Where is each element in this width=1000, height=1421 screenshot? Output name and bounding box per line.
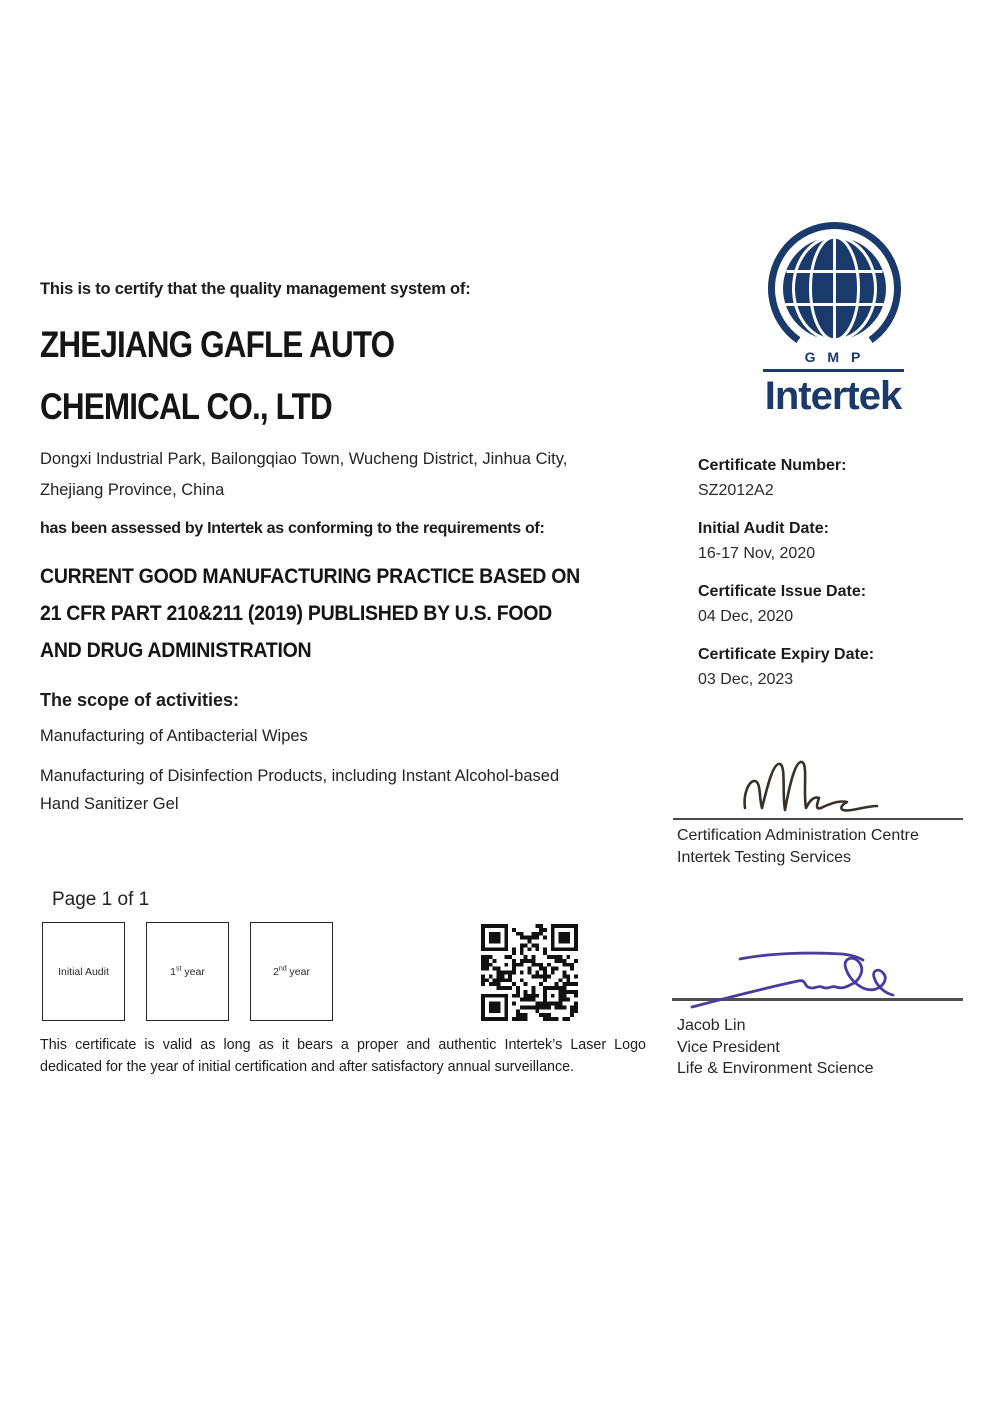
standard-statement — [40, 558, 580, 669]
year2-sup: nd — [278, 965, 287, 972]
gmp-label: G M P — [804, 349, 865, 365]
certificate-number-label: Certificate Number: — [698, 457, 847, 474]
standard-line1: CURRENT GOOD MANUFACTURING PRACTICE BASED ON — [40, 565, 580, 588]
year1-num: 1 — [170, 965, 177, 978]
issue-date-label: Certificate Issue Date: — [698, 583, 867, 600]
certificate-details — [698, 456, 968, 708]
logo-rule — [763, 369, 904, 372]
signatory-division: Life & Environment Science — [677, 1060, 874, 1077]
expiry-date-value: 03 Dec, 2023 — [698, 671, 794, 688]
signature-rule-1 — [673, 818, 963, 820]
company-name-line2: CHEMICAL CO., LTD — [40, 386, 332, 427]
issue-date-value: 04 Dec, 2020 — [698, 608, 794, 625]
disclaimer-line1: This certificate is valid as long as it bears a proper and authentic Intertek’s Laser Logo — [40, 1037, 646, 1053]
signature-1-caption-line2: Intertek Testing Services — [677, 848, 852, 866]
signature-admin-centre — [735, 744, 885, 820]
scope-item-1: Manufacturing of Antibacterial Wipes — [40, 727, 308, 745]
audit-box-year1-label — [170, 966, 205, 978]
audit-box-year2-label — [273, 966, 310, 978]
audit-box-initial — [42, 922, 125, 1021]
initial-audit-date-value: 16-17 Nov, 2020 — [698, 545, 816, 562]
year2-rest: year — [286, 965, 310, 978]
audit-box-initial-label: Initial Audit — [58, 965, 109, 978]
page-number-label: Page 1 of 1 — [52, 889, 150, 910]
year1-rest: year — [181, 965, 205, 978]
company-name-line1: ZHEJIANG GAFLE AUTO — [40, 324, 395, 365]
intertek-gmp-globe-logo — [761, 216, 907, 368]
audit-box-year2 — [250, 922, 333, 1021]
standard-line3: AND DRUG ADMINISTRATION — [40, 639, 312, 662]
signature-jacob-lin — [670, 945, 905, 1015]
expiry-date-label: Certificate Expiry Date: — [698, 646, 875, 663]
signatory-name: Jacob Lin — [677, 1017, 746, 1034]
year2-num: 2 — [273, 965, 279, 978]
disclaimer-line2: dedicated for the year of initial certification and after satisfactory annual surveillance. — [40, 1058, 575, 1075]
signatory-title: Vice President — [677, 1038, 780, 1056]
address-line2: Zhejiang Province, China — [40, 480, 225, 499]
signature-1-caption-line1: Certification Administration Centre — [677, 827, 919, 844]
standard-line2: 21 CFR PART 210&211 (2019) PUBLISHED BY U.S. FOOD — [40, 602, 552, 625]
qr-code — [481, 924, 578, 1021]
certificate-number-value: SZ2012A2 — [698, 482, 774, 499]
intertek-wordmark: Intertek — [764, 374, 902, 418]
signature-1-caption — [677, 825, 919, 868]
scope-item-2-line2: Hand Sanitizer Gel — [40, 794, 179, 813]
initial-audit-date-label: Initial Audit Date: — [698, 520, 829, 537]
audit-box-year1 — [146, 922, 229, 1021]
scope-item-2 — [40, 763, 640, 818]
address-line1: Dongxi Industrial Park, Bailongqiao Town, Wucheng District, Jinhua City, — [40, 450, 568, 468]
company-address — [40, 444, 567, 505]
signature-2-caption — [677, 1015, 874, 1080]
certify-line: This is to certify that the quality management system of: — [40, 280, 471, 298]
scope-heading: The scope of activities: — [40, 690, 240, 710]
assessed-line: has been assessed by Intertek as conforming to the requirements of: — [40, 520, 545, 537]
year1-sup: st — [176, 965, 182, 972]
scope-item-2-line1: Manufacturing of Disinfection Products, including Instant Alcohol-based — [40, 767, 560, 785]
validity-disclaimer — [40, 1035, 646, 1078]
